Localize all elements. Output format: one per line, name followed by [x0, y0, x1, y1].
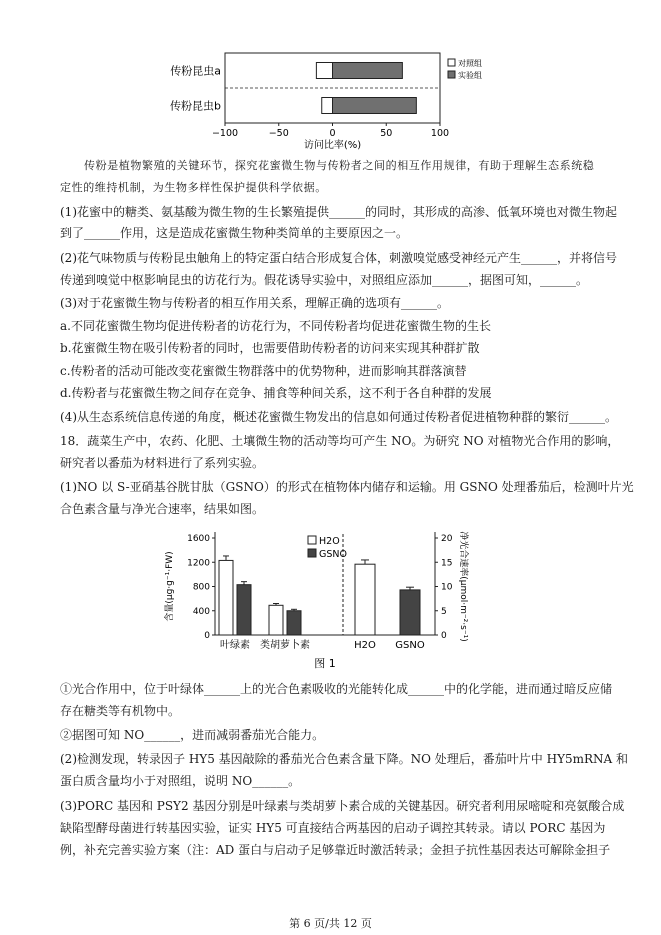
category-label: 传粉昆虫b — [170, 99, 221, 113]
x-tick-label: 100 — [430, 128, 450, 139]
q1-line-2: 到了______作用，这是造成花蜜微生物种类简单的主要原因之一。 — [60, 226, 409, 240]
category-label: 类胡萝卜素 — [260, 640, 310, 651]
right-axis-label: 净光合速率(μmol·m⁻²·s⁻¹) — [458, 531, 468, 642]
experiment-bar — [333, 63, 403, 79]
figure-title: 图 1 — [314, 657, 336, 670]
left-tick-label: 400 — [192, 606, 210, 617]
option-b: b.花蜜微生物在吸引传粉者的同时，也需要借助传粉者的访问来实现其种群扩散 — [60, 341, 480, 355]
h2o-rate-bar — [355, 564, 375, 635]
intro-line-1: 传粉是植物繁殖的关键环节，探究花蜜微生物与传粉者之间的相互作用规律，有助于理解生态系统稳 — [84, 159, 595, 172]
visit-ratio-chart-svg — [160, 48, 505, 153]
x-tick-label: 0 — [329, 128, 336, 139]
left-axis-label: 含量(μg·g⁻¹·FW) — [165, 551, 175, 622]
gsno-bar — [237, 585, 251, 635]
q18-1b-line: ②据图可知 NO______，进而减弱番茄光合能力。 — [60, 728, 325, 742]
legend-swatch-h2o — [308, 536, 316, 544]
category-label: H2O — [354, 640, 376, 651]
category-label: 叶绿素 — [220, 640, 250, 651]
left-tick-label: 1200 — [187, 558, 210, 569]
x-tick-label: 50 — [380, 128, 393, 139]
legend-swatch-gsno — [308, 549, 316, 557]
control-bar — [316, 63, 332, 79]
q2-line-2: 传递到嗅觉中枢影响昆虫的访花行为。假花诱导实验中，对照组应添加______，据图可知，______。 — [60, 273, 589, 287]
q3-line: (3)对于花蜜微生物与传粉者的相互作用关系，理解正确的选项有______。 — [60, 296, 450, 310]
right-tick-label: 15 — [441, 558, 453, 569]
q18-1-line-2: 合色素含量与净光合速率，结果如图。 — [60, 502, 265, 516]
q1-line-1: (1)花蜜中的糖类、氨基酸为微生物的生长繁殖提供______的同时，其形成的高渗、低氧环境也对微生物起 — [60, 205, 618, 219]
q2-line-1: (2)花气味物质与传粉昆虫触角上的特定蛋白结合形成复合体，刺激嗅觉感受神经元产生______，并将信号 — [60, 251, 618, 265]
q18-3-line-2: 缺陷型酵母菌进行转基因实验，证实 HY5 可直接结合两基因的启动子调控其转录。请以 PORC 基因为 — [60, 821, 606, 835]
legend-label-gsno: GSNO — [319, 549, 347, 560]
right-tick-label: 20 — [441, 534, 453, 544]
control-bar — [322, 98, 333, 114]
left-tick-label: 800 — [192, 582, 210, 593]
q18-line-1: 18．蔬菜生产中，农药、化肥、土壤微生物的活动等均可产生 NO。为研究 NO 对植物光合作用的影响， — [60, 434, 620, 448]
gsno-bar — [287, 611, 301, 635]
visit-ratio-chart — [160, 48, 505, 153]
legend-swatch-experiment — [448, 71, 455, 78]
legend-label-h2o: H2O — [319, 536, 340, 547]
gsno-rate-bar — [400, 590, 420, 635]
q18-2-line-1: (2)检测发现，转录因子 HY5 基因敲除的番茄光合色素含量下降。NO 处理后，番茄叶片中 HY5mRNA 和 — [60, 752, 629, 766]
legend-label-experiment: 实验组 — [458, 71, 482, 80]
legend-swatch-control — [448, 59, 455, 66]
q18-1a-line-1: ①光合作用中，位于叶绿体______上的光合色素吸收的光能转化成______中的化学能，进而通过暗反应储 — [60, 682, 613, 696]
right-tick-label: 0 — [441, 631, 447, 641]
q18-2-line-2: 蛋白质含量均小于对照组，说明 NO______。 — [60, 774, 301, 788]
right-tick-label: 10 — [441, 582, 453, 593]
q18-1-line-1: (1)NO 以 S-亚硝基谷胱甘肽（GSNO）的形式在植物体内储存和运输。用 GSNO 处理番茄后，检测叶片光 — [60, 480, 634, 494]
q18-1a-line-2: 存在糖类等有机物中。 — [60, 704, 181, 718]
h2o-bar — [219, 560, 233, 635]
experiment-bar — [333, 98, 417, 114]
page-footer: 第 6 页/共 12 页 — [289, 917, 372, 930]
x-axis-label: 访问比率(%) — [303, 140, 362, 151]
h2o-bar — [269, 605, 283, 635]
category-label: GSNO — [395, 640, 425, 651]
x-tick-label: −50 — [268, 128, 289, 139]
option-c: c.传粉者的活动可能改变花蜜微生物群落中的优势物种，进而影响其群落演替 — [60, 364, 467, 378]
pigment-photosynthesis-chart — [160, 520, 505, 675]
left-tick-label: 0 — [204, 631, 210, 641]
left-tick-label: 1600 — [187, 534, 210, 544]
pigment-photosynthesis-chart-svg — [160, 520, 505, 675]
category-label: 传粉昆虫a — [170, 64, 221, 78]
legend-label-control: 对照组 — [458, 59, 482, 68]
q18-3-line-1: (3)PORC 基因和 PSY2 基因分别是叶绿素与类胡萝卜素合成的关键基因。研究者利用尿嘧啶和亮氨酸合成 — [60, 799, 625, 813]
right-tick-label: 5 — [441, 606, 447, 617]
q18-line-2: 研究者以番茄为材料进行了系列实验。 — [60, 456, 265, 470]
q18-3-line-3: 例，补充完善实验方案（注：AD 蛋白与启动子足够靠近时激活转录；金担子抗性基因表达可解除金担子 — [60, 843, 611, 857]
x-tick-label: −100 — [211, 128, 239, 139]
intro-line-2: 定性的维持机制，为生物多样性保护提供科学依据。 — [60, 181, 327, 194]
option-d: d.传粉者与花蜜微生物之间存在竞争、捕食等种间关系，这不利于各自种群的发展 — [60, 386, 492, 400]
option-a: a.不同花蜜微生物均促进传粉者的访花行为，不同传粉者均促进花蜜微生物的生长 — [60, 319, 491, 333]
q4-line: (4)从生态系统信息传递的角度，概述花蜜微生物发出的信息如何通过传粉者促进植物种群的繁衍______。 — [60, 410, 618, 424]
